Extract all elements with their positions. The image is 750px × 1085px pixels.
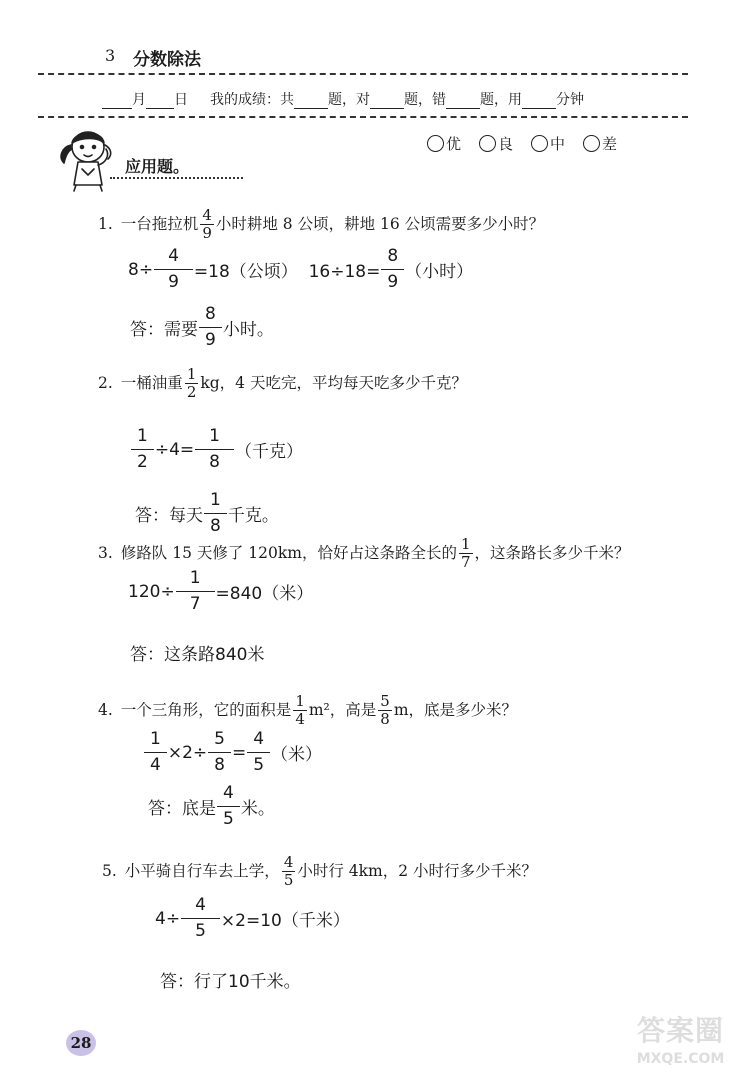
calc-text: =840（米） xyxy=(215,584,314,604)
problem-1-answer xyxy=(130,306,274,349)
section-underline xyxy=(110,177,243,179)
rating-label-average: 中 xyxy=(550,135,566,153)
problem-text: m²，高是 xyxy=(308,700,377,719)
rating-circle-excellent[interactable] xyxy=(427,135,444,152)
fraction: $\frac{1}{4}$ xyxy=(144,731,167,774)
chapter-number: 3 xyxy=(105,46,116,65)
problem-text: 小时行 4km，2 小时行多少千米？ xyxy=(297,861,538,880)
divider-bottom xyxy=(38,116,688,118)
girl-thinking-icon xyxy=(52,125,124,193)
problem-4-calculation xyxy=(143,731,322,774)
calc-text: =18（公顷） 16÷18= xyxy=(193,262,381,282)
rating-label-good: 良 xyxy=(498,135,514,153)
problem-4-question xyxy=(98,694,517,727)
problem-number: 3. xyxy=(98,543,113,562)
correct-blank xyxy=(370,94,404,109)
answer-text: 答：需要 xyxy=(130,320,198,340)
correct-label: 题，对 xyxy=(328,92,370,108)
calc-text: 8÷ xyxy=(128,259,154,280)
calc-text: （米） xyxy=(271,745,323,765)
fraction: $\frac{4}{5}$ xyxy=(181,897,220,940)
problem-2-calculation xyxy=(130,428,303,471)
fraction: 1 8 xyxy=(204,492,227,535)
answer-text: 答：底是 xyxy=(148,799,216,819)
problem-4-answer xyxy=(148,785,275,828)
minutes-label: 分钟 xyxy=(556,92,584,108)
problem-text: 一台拖拉机 xyxy=(120,214,199,233)
problem-text: 一个三角形，它的面积是 xyxy=(120,700,292,719)
time-blank xyxy=(522,94,556,109)
wrong-label: 题，错 xyxy=(404,92,446,108)
time-label: 题，用 xyxy=(480,92,522,108)
rating-group xyxy=(427,133,617,154)
problem-text: ，这条路长多少千米？ xyxy=(474,543,630,562)
problem-1-question xyxy=(98,208,544,241)
fraction: $\frac{8}{9}$ xyxy=(381,248,404,291)
month-label: 月 xyxy=(132,92,146,108)
day-label: 日 xyxy=(174,92,188,108)
problem-text: 小平骑自行车去上学， xyxy=(124,861,280,880)
problem-5-answer xyxy=(160,967,301,992)
problem-number: 5. xyxy=(102,861,117,880)
problem-text: kg，4 天吃完，平均每天吃多少千克？ xyxy=(200,373,467,392)
total-blank xyxy=(294,94,328,109)
answer-text: 答：每天 xyxy=(135,506,203,526)
problem-3-calculation xyxy=(128,570,313,613)
calc-text: （小时） xyxy=(405,262,474,282)
fraction: $\frac{4}{9}$ xyxy=(154,248,193,291)
fraction: 4 9 xyxy=(202,206,212,242)
section-title: 应用题。 xyxy=(125,157,190,176)
fraction: 4 5 xyxy=(283,853,294,889)
fraction: 5 8 xyxy=(380,692,390,728)
problem-text: m，底是多少米？ xyxy=(393,700,518,719)
score-line xyxy=(102,89,584,109)
calc-text: ×2=10（千米） xyxy=(220,911,350,931)
rating-circle-average[interactable] xyxy=(531,135,548,152)
answer-text: 答：行了10千米。 xyxy=(160,972,301,992)
problem-1-calculation xyxy=(128,248,473,291)
fraction: $\frac{5}{8}$ xyxy=(208,731,231,774)
rating-circle-good[interactable] xyxy=(479,135,496,152)
month-blank xyxy=(102,94,132,109)
fraction: 1 4 xyxy=(295,692,305,728)
problem-number: 1. xyxy=(98,214,113,233)
answer-text: 答：这条路840米 xyxy=(130,645,265,665)
page-number: 28 xyxy=(70,1034,92,1052)
rating-label-poor: 差 xyxy=(602,135,618,153)
calc-text: ×2÷ xyxy=(167,742,208,763)
problem-text: 修路队 15 天修了 120km，恰好占这条路全长的 xyxy=(120,543,457,562)
problem-2-question xyxy=(98,367,467,400)
watermark-logo xyxy=(618,1012,743,1082)
rating-circle-poor[interactable] xyxy=(583,135,600,152)
problem-5-question xyxy=(102,855,537,888)
calc-text: ÷4= xyxy=(154,439,195,460)
score-label: 我的成绩：共 xyxy=(210,92,294,108)
fraction: $\frac{1}{8}$ xyxy=(195,428,234,471)
page-number-badge xyxy=(66,1030,96,1056)
answer-text: 小时。 xyxy=(222,320,274,340)
fraction: $\frac{4}{5}$ xyxy=(247,731,270,774)
answer-text: 米。 xyxy=(240,799,275,819)
watermark-line2: MXQE.COM xyxy=(636,1051,725,1067)
problem-number: 2. xyxy=(98,373,113,392)
problem-5-calculation xyxy=(155,897,350,940)
wrong-blank xyxy=(446,94,480,109)
problem-number: 4. xyxy=(98,700,113,719)
answer-text: 千克。 xyxy=(227,506,279,526)
problem-text: 小时耕地 8 公顷，耕地 16 公顷需要多少小时？ xyxy=(215,214,545,233)
fraction: $\frac{1}{2}$ xyxy=(131,428,154,471)
fraction: 8 9 xyxy=(199,306,222,349)
calc-text: 120÷ xyxy=(128,581,175,602)
fraction: $\frac{1}{7}$ xyxy=(176,570,215,613)
rating-label-excellent: 优 xyxy=(446,135,462,153)
calc-text: 4÷ xyxy=(155,908,181,929)
divider-top xyxy=(38,73,688,75)
fraction: 1 7 xyxy=(460,535,471,571)
fraction: 1 2 xyxy=(186,365,197,401)
day-blank xyxy=(146,94,174,109)
problem-2-answer xyxy=(135,492,279,535)
fraction: 4 5 xyxy=(217,785,240,828)
problem-3-answer xyxy=(130,640,264,665)
watermark-line1: 答案圈 xyxy=(636,1014,724,1047)
calc-text: （千克） xyxy=(234,442,303,462)
problem-text: 一桶油重 xyxy=(120,373,183,392)
problem-3-question xyxy=(98,537,630,570)
chapter-title: 分数除法 xyxy=(133,50,201,70)
calc-text: = xyxy=(231,742,247,763)
